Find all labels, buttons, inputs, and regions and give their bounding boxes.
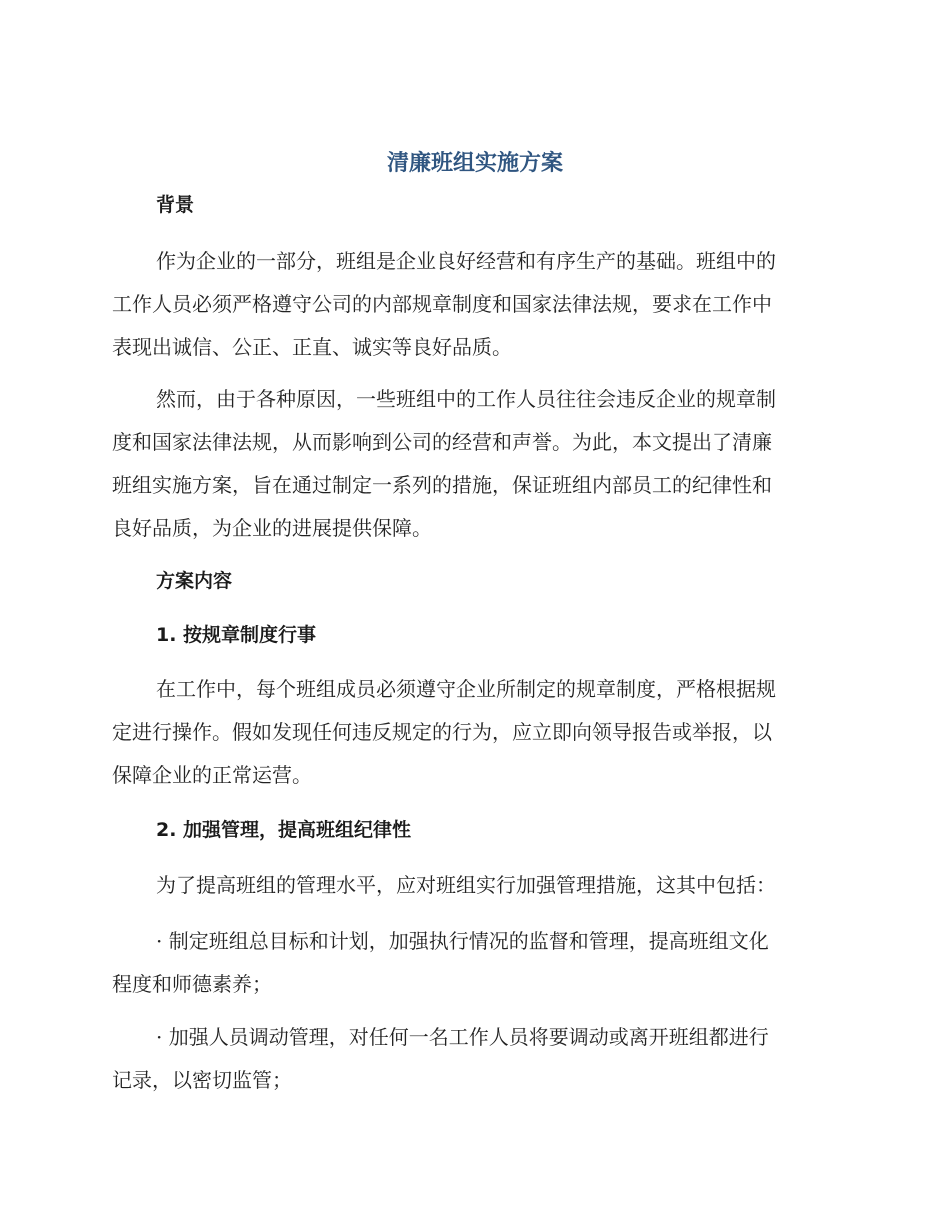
text-line: 班组实施方案，旨在通过制定一系列的措施，保证班组内部员工的纪律性和	[112, 473, 772, 497]
text-line: 工作人员必须严格遵守公司的内部规章制度和国家法律法规，要求在工作中	[112, 292, 772, 316]
heading-section-1: 1. 按规章制度行事	[156, 624, 317, 646]
text-line: 为了提高班组的管理水平，应对班组实行加强管理措施，这其中包括：	[156, 873, 776, 897]
text-line: · 加强人员调动管理，对任何一名工作人员将要调动或离开班组都进行	[156, 1025, 769, 1049]
document-title: 清廉班组实施方案	[386, 151, 563, 176]
bullet-item-2	[112, 1016, 828, 1102]
bullet-item-1	[112, 920, 828, 1006]
text-line: · 制定班组总目标和计划，加强执行情况的监督和管理，提高班组文化	[156, 929, 769, 953]
text-line: 记录，以密切监管；	[112, 1068, 292, 1092]
paragraph-section-2-intro	[112, 864, 828, 907]
heading-plan-content: 方案内容	[156, 570, 233, 592]
text-line: 然而，由于各种原因，一些班组中的工作人员往往会违反企业的规章制	[156, 387, 776, 411]
text-line: 程度和师德素养；	[112, 972, 272, 996]
heading-background: 背景	[156, 194, 195, 216]
text-line: 表现出诚信、公正、正直、诚实等良好品质。	[112, 335, 512, 359]
text-line: 在工作中，每个班组成员必须遵守企业所制定的规章制度，严格根据规	[156, 677, 776, 701]
text-line: 度和国家法律法规，从而影响到公司的经营和声誉。为此，本文提出了清廉	[112, 430, 772, 454]
text-line: 保障企业的正常运营。	[112, 763, 312, 787]
paragraph-section-1	[112, 668, 828, 797]
paragraph-background-2	[112, 378, 828, 550]
text-line: 定进行操作。假如发现任何违反规定的行为，应立即向领导报告或举报，以	[112, 720, 772, 744]
text-line: 良好品质，为企业的进展提供保障。	[112, 516, 432, 540]
heading-section-2: 2. 加强管理，提高班组纪律性	[156, 819, 412, 841]
paragraph-background-1	[112, 240, 828, 369]
text-line: 作为企业的一部分，班组是企业良好经营和有序生产的基础。班组中的	[156, 249, 776, 273]
